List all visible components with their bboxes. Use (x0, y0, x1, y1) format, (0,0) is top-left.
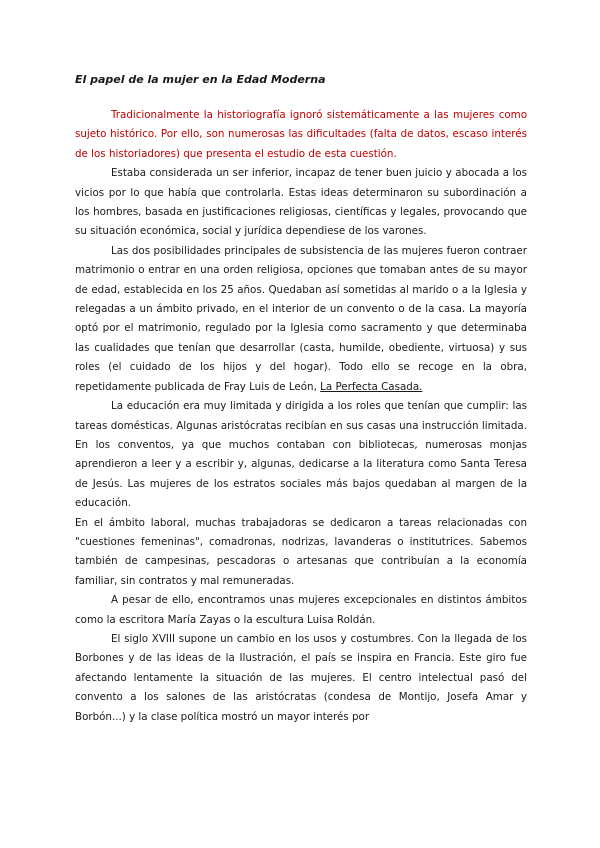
paragraph-subsistence-text: Las dos posibilidades principales de subsistencia de las mujeres fueron contraer matrimonio o entrar en una orden religiosa, opciones que tomaban antes de su mayor de edad, establecida en los 25 años. Quedaban así sometidas al marido o a la Iglesia y relegadas a un ámbito privado, en el interior de un convento o de la casa. La mayoría optó por el matrimonio, regulado por la Iglesia como sacramento y que determinaba las cualidades que tenían que desarrollar (casta, humilde, obediente, virtuosa) y sus roles (el cuidado de los hijos y del hogar). Todo ello se recoge en la obra, repetidamente publicada de Fray Luis de León, (75, 244, 527, 393)
intro-paragraph: Tradicionalmente la historiografía ignoró sistemáticamente a las mujeres como sujeto histórico. Por ello, son numerosas las dificultades (falta de datos, escaso interés de los historiadores) que presenta el estudio de esta cuestión. (75, 109, 527, 160)
paragraph-exceptional-women: A pesar de ello, encontramos unas mujeres excepcionales en distintos ámbitos como la escritora María Zayas o la escultura Luisa Roldán. (75, 594, 527, 626)
paragraph-eighteenth-century: El siglo XVIII supone un cambio en los usos y costumbres. Con la llegada de los Borbones y de las ideas de la Ilustración, el país se inspira en Francia. Este giro fue afectando lentamente la situación de las mujeres. El centro intelectual pasó del convento a los salones de las aristócratas (condesa de Montijo, Josefa Amar y Borbón...) y la clase política mostró un mayor interés por (75, 632, 527, 723)
paragraph-labor: En el ámbito laboral, muchas trabajadoras se dedicaron a tareas relacionadas con "cuestiones femeninas", comadronas, nodrizas, lavanderas o institutrices. Sabemos también de campesinas, pescadoras o artesanas que contribuían a la economía familiar, sin contratos y mal remuneradas. (75, 516, 527, 587)
document-page (75, 70, 527, 727)
paragraph-inferiority: Estaba considerada un ser inferior, incapaz de tener buen juicio y abocada a los vicios por lo que había que controlarla. Estas ideas determinaron su subordinación a los hombres, basada en justificaciones religiosas, científicas y legales, provocando que su situación económica, social y jurídica dependiese de los varones. (75, 167, 527, 238)
paragraph-subsistence (75, 242, 527, 397)
paragraph-education: La educación era muy limitada y dirigida a los roles que tenían que cumplir: las tareas domésticas. Algunas aristócratas recibían en sus casas una instrucción limitada. En los conventos, ya que muchos contaban con bibliotecas, numerosas monjas aprendieron a leer y a escribir y, algunas, dedicarse a la literatura como Santa Teresa de Jesús. Las mujeres de los estratos sociales más bajos quedaban al margen de la educación. (75, 400, 527, 510)
document-title: El papel de la mujer en la Edad Moderna (75, 73, 326, 86)
book-title-perfecta-casada: La Perfecta Casada. (320, 380, 423, 393)
